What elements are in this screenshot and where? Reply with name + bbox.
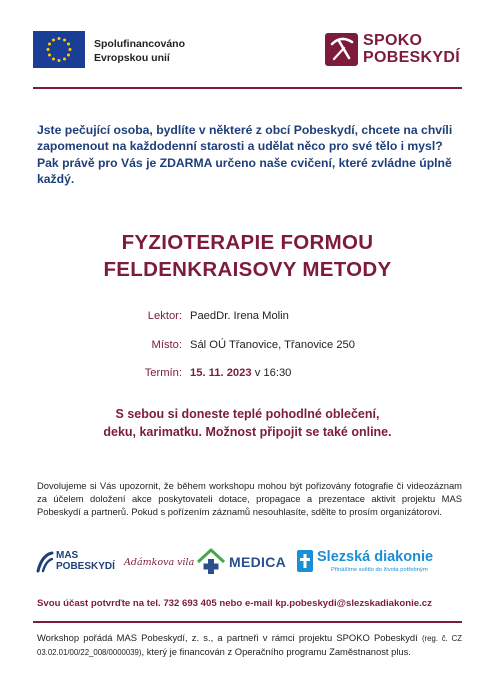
title-line1: FYZIOTERAPIE FORMOU — [121, 231, 374, 254]
contact-middle: nebo e-mail — [219, 598, 273, 609]
mas-pobeskydi-logo — [36, 545, 116, 579]
medica-logo — [196, 545, 288, 579]
contact-prefix: Svou účast potvrďte na tel. — [37, 598, 161, 609]
spoko-line2: POBESKYDÍ — [363, 49, 460, 66]
contact-phone: 732 693 405 — [163, 598, 217, 609]
mas-line2: POBESKYDÍ — [56, 561, 115, 572]
slezska-text: Slezská diakonie — [317, 549, 434, 565]
adamkova-vila-text: Adámkova vila — [124, 557, 195, 568]
page-title — [0, 229, 495, 283]
eu-text-line1: Spolufinancováno — [94, 38, 186, 50]
footer-text — [37, 631, 462, 659]
slezska-diakonie-logo — [297, 545, 462, 579]
spoko-logo-text — [363, 32, 460, 66]
place-label: Místo: — [151, 339, 182, 351]
eu-text-line2: Evropskou unií — [94, 52, 170, 64]
slezska-cross-icon — [297, 550, 313, 572]
intro-paragraph: Jste pečující osoba, bydlíte v některé z obcí Pobeskydí, chcete na chvíli zapomenout na každodenní starosti a udělat něco pro své tělo i mysl? Pak právě pro Vás je ZDARMA určeno naše cvičení, které zvládne úplně každý. — [37, 123, 453, 187]
spoko-line1: SPOKO — [363, 32, 423, 49]
date-time-value — [190, 367, 291, 379]
date-label: Termín: — [144, 367, 182, 379]
mas-swoosh-icon — [36, 551, 54, 573]
place-value: Sál OÚ Třanovice, Třanovice 250 — [190, 339, 355, 351]
eu-cofinanced-text — [94, 37, 185, 65]
bring-line2: deku, karimatku. Možnost připojit se také online. — [103, 425, 392, 439]
medica-house-cross-icon — [196, 548, 226, 576]
slezska-tagline: Přinášíme světlo do života potřebným — [331, 567, 428, 573]
lector-label: Lektor: — [147, 310, 182, 322]
contact-email: kp.pobeskydi@slezskadiakonie.cz — [275, 598, 432, 609]
header-divider — [33, 87, 462, 89]
bring-notice — [0, 405, 495, 441]
eu-stars-icon — [33, 31, 85, 68]
title-line2: FELDENKRAISOVY METODY — [103, 258, 392, 281]
medica-text: MEDICA — [229, 554, 287, 570]
lector-value: PaedDr. Irena Molin — [190, 310, 289, 322]
footer-part1: Workshop pořádá MAS Pobeskydí, z. s., a partneři v rámci projektu SPOKO Pobeskydí — [37, 632, 418, 643]
photo-notice: Dovolujeme si Vás upozornit, že během workshopu mohou být pořizovány fotografie či videozáznam za účelem doložení akce poskytovateli dotace, propagace a prezentace aktivit projektu MAS Pobeskydí a partnerů. Pokud s pořízením záznamů nesouhlasíte, sdělte to prosím organizátorovi. — [37, 480, 462, 518]
contact-line — [37, 598, 432, 609]
footer-part2: , který je financován z Operačního programu Zaměstnanost plus. — [141, 646, 411, 657]
adamkova-vila-logo — [124, 545, 195, 579]
time-value: v 16:30 — [254, 367, 292, 379]
footer-reg-number: (reg. č. CZ 03.02.01/00/22_008/0000039) — [37, 634, 462, 657]
date-value: 15. 11. 2023 — [190, 367, 252, 379]
spoko-logo-icon — [325, 33, 358, 66]
eu-flag-logo — [33, 31, 85, 68]
bring-line1: S sebou si doneste teplé pohodlné oblečení, — [115, 407, 380, 421]
mas-line1: MAS — [56, 550, 79, 561]
footer-divider — [33, 621, 462, 623]
